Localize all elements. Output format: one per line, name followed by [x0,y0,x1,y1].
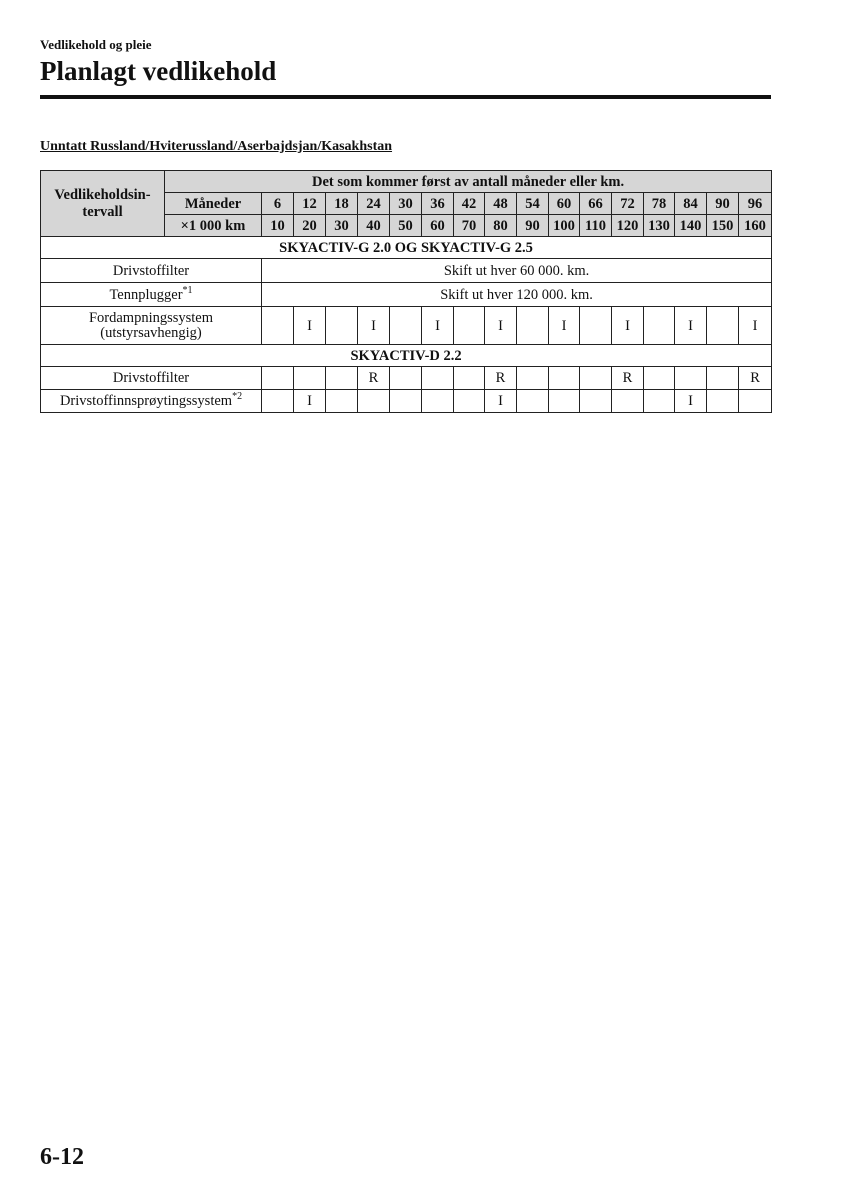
schedule-cell: I [485,307,517,345]
km-header: 20 [294,215,326,237]
schedule-cell [517,307,549,345]
schedule-cell [707,390,739,413]
schedule-cell [262,307,294,345]
schedule-cell: R [485,367,517,390]
schedule-cell: R [612,367,644,390]
schedule-cell [580,390,612,413]
schedule-cell: R [358,367,390,390]
item-name: Tennplugger [109,286,183,303]
schedule-cell [454,367,485,390]
schedule-cell [549,367,580,390]
schedule-cell [326,307,358,345]
km-header: 100 [549,215,580,237]
km-header: 30 [326,215,358,237]
schedule-cell [294,367,326,390]
month-header: 60 [549,193,580,215]
schedule-cell [390,367,422,390]
month-header: 48 [485,193,517,215]
schedule-cell [454,307,485,345]
replacement-note: Skift ut hver 120 000. km. [262,283,772,307]
schedule-cell [390,307,422,345]
section-title: SKYACTIV-D 2.2 [41,345,772,367]
item-name: Drivstoffinnsprøytingssystem [59,393,233,409]
km-header: 40 [358,215,390,237]
item-label [41,390,262,413]
item-name: Drivstoffilter [112,262,190,279]
schedule-cell [326,367,358,390]
span-header: Det som kommer først av antall måneder eller km. [165,171,772,193]
page-title: Planlagt vedlikehold [40,56,277,86]
item-label [41,307,262,345]
section-row [41,345,772,367]
schedule-cell [454,390,485,413]
schedule-cell [707,367,739,390]
month-header: 6 [262,193,294,215]
schedule-cell: I [612,307,644,345]
km-header: 110 [580,215,612,237]
schedule-cell [580,307,612,345]
month-header: 84 [675,193,707,215]
schedule-cell [707,307,739,345]
schedule-cell [262,367,294,390]
month-header: 30 [390,193,422,215]
schedule-cell [262,390,294,413]
table-row [41,259,772,283]
title-divider [40,95,771,99]
month-header: 24 [358,193,390,215]
schedule-cell: I [549,307,580,345]
km-header: 90 [517,215,549,237]
item-label [41,283,262,307]
footnote-marker: *1 [182,284,193,296]
month-header: 18 [326,193,358,215]
month-header: 96 [739,193,772,215]
km-header: 150 [707,215,739,237]
schedule-cell [517,367,549,390]
schedule-cell: R [739,367,772,390]
km-header: 120 [612,215,644,237]
schedule-cell: I [294,390,326,413]
month-header: 42 [454,193,485,215]
footnote-marker: *2 [232,391,243,403]
table-row [41,283,772,307]
schedule-cell [549,390,580,413]
month-header: 54 [517,193,549,215]
km-header: 10 [262,215,294,237]
km-header: 160 [739,215,772,237]
schedule-cell [358,390,390,413]
item-name: Drivstoffilter [112,370,190,386]
schedule-cell [422,390,454,413]
schedule-cell: I [422,307,454,345]
schedule-cell: I [294,307,326,345]
schedule-cell [612,390,644,413]
section-title: SKYACTIV-G 2.0 OG SKYACTIV-G 2.5 [41,237,772,259]
km-label: ×1 000 km [165,215,262,237]
schedule-cell: I [739,307,772,345]
page-number: 6-12 [40,1144,84,1170]
table-row [41,390,772,413]
item-label [41,259,262,283]
schedule-cell: I [485,390,517,413]
month-header: 72 [612,193,644,215]
months-label: Måneder [165,193,262,215]
schedule-cell [644,307,675,345]
schedule-cell [675,367,707,390]
month-header: 90 [707,193,739,215]
section-row [41,237,772,259]
replacement-note: Skift ut hver 60 000. km. [262,259,772,283]
schedule-cell [422,367,454,390]
interval-header: Vedlikeholdsin-tervall [41,171,165,237]
km-header: 70 [454,215,485,237]
schedule-cell [326,390,358,413]
region-heading: Unntatt Russland/Hviterussland/Aserbajdsjan/Kasakhstan [40,139,393,154]
table-row [41,367,772,390]
schedule-cell [390,390,422,413]
schedule-cell [580,367,612,390]
km-header: 140 [675,215,707,237]
km-header: 80 [485,215,517,237]
km-header: 60 [422,215,454,237]
month-header: 78 [644,193,675,215]
month-header: 12 [294,193,326,215]
schedule-cell: I [675,390,707,413]
schedule-cell: I [358,307,390,345]
schedule-cell: I [675,307,707,345]
item-label [41,367,262,390]
km-header: 130 [644,215,675,237]
table-row [41,307,772,345]
schedule-cell [739,390,772,413]
month-header: 36 [422,193,454,215]
maintenance-schedule-table [40,170,772,413]
schedule-cell [644,367,675,390]
schedule-cell [644,390,675,413]
item-name: Fordampningssystem (utstyrsavhengig) [88,309,214,341]
section-label: Vedlikehold og pleie [40,37,152,52]
month-header: 66 [580,193,612,215]
km-header: 50 [390,215,422,237]
schedule-cell [517,390,549,413]
